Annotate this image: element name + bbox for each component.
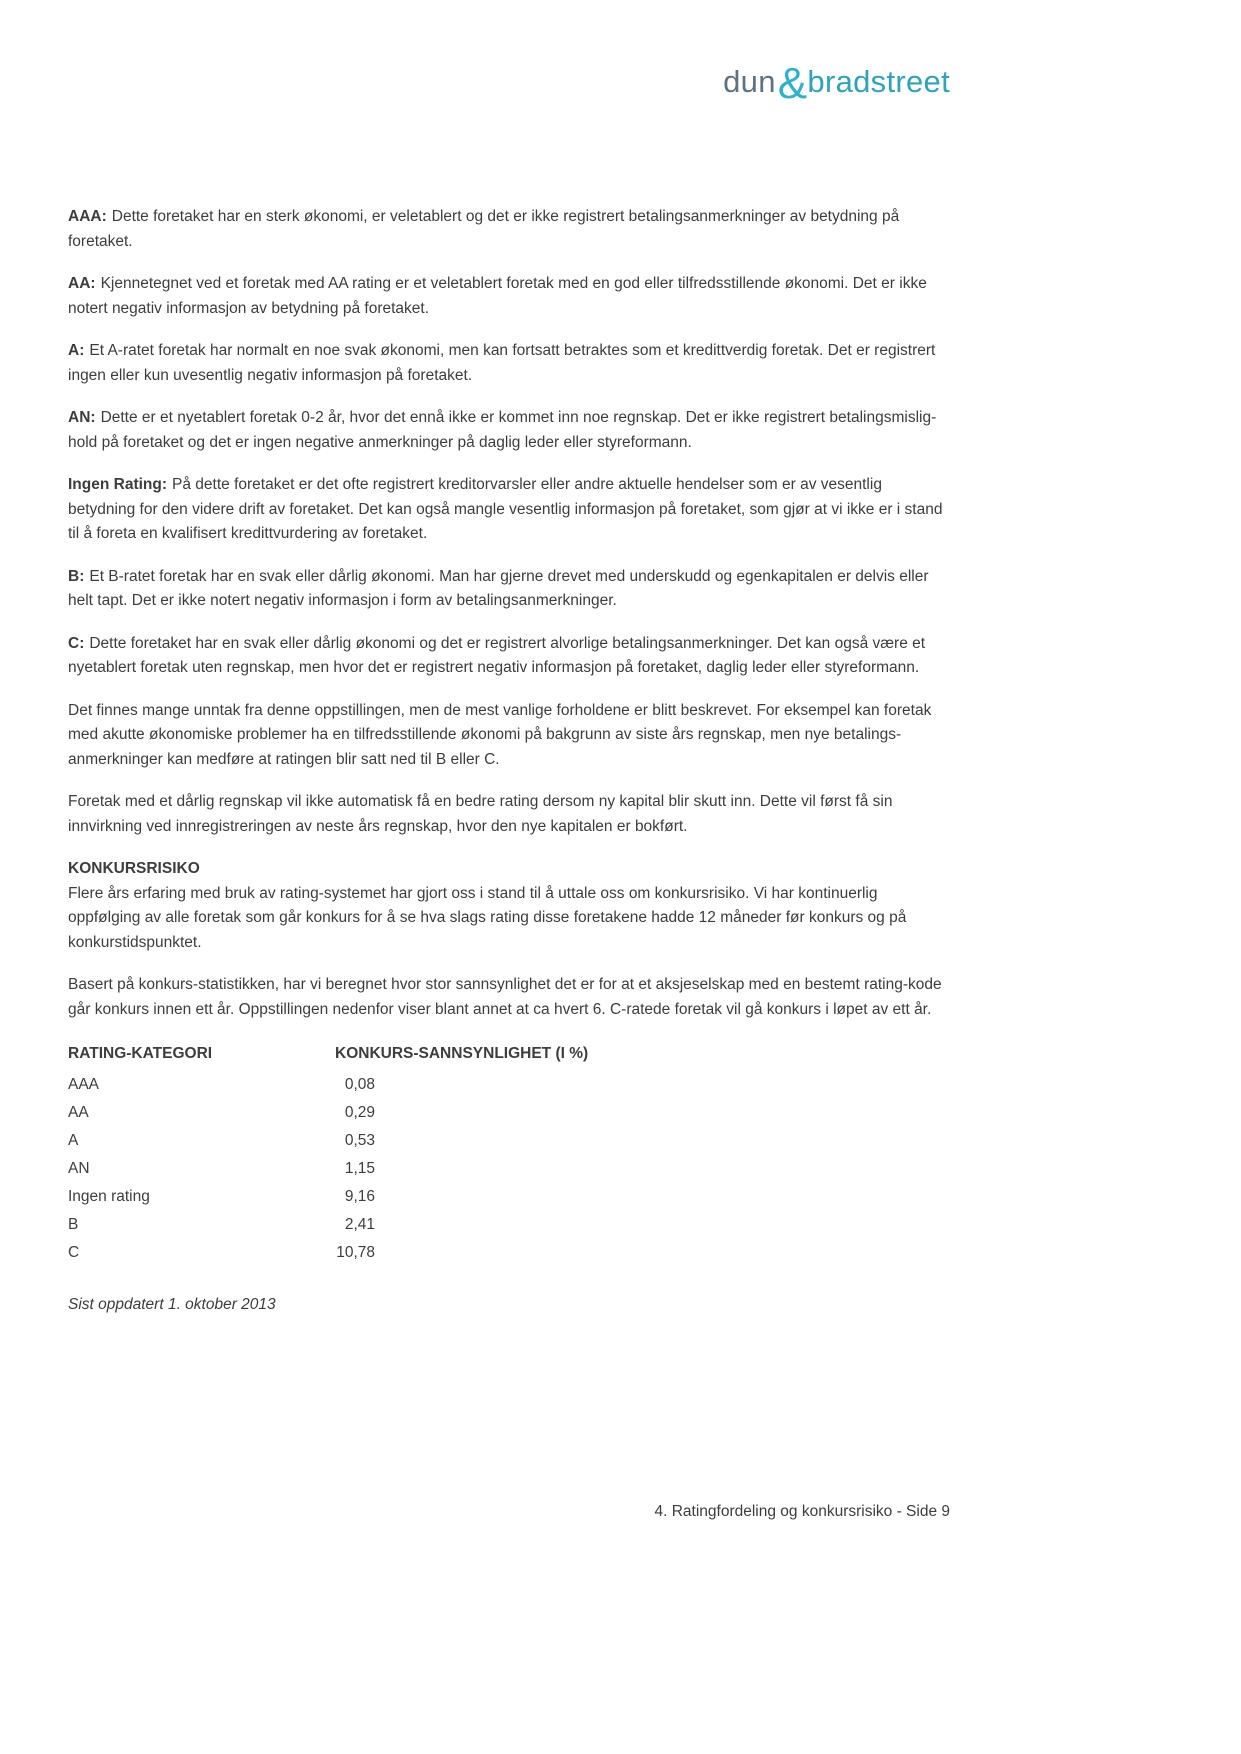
page-content [68,0,950,1318]
exceptions-text: Det finnes mange unntak fra denne oppstillingen, men de mest vanlige forholdene er blitt beskrevet. For eksempel kan foretak med akutte økonomiske problemer ha en tilfredsstillende økonomi på bakgrunn av siste års regnskap, men nye betalings- anmerkninger kan medføre at ratingen blir satt ned til B eller C. [68,701,932,768]
konkursrisiko-section [68,857,950,1022]
table-cell-value: 0,08 [344,1076,375,1093]
konkursrisiko-heading: KONKURSRISIKO [68,860,200,877]
table-cell-category: C [68,1244,80,1261]
konkursrisiko-paragraph-1 [68,882,950,956]
table-cell-category: AAA [68,1076,100,1093]
table-cell-category: Ingen rating [68,1188,150,1205]
rating-text-a: Et A-ratet foretak har normalt en noe svak økonomi, men kan fortsatt betraktes som et kredittverdig foretak. Det er registrert ingen eller kun uvesentlig negativ informasjon på foretaket. [68,342,936,384]
rating-paragraph-a [68,339,950,388]
logo-text-bradstreet: bradstreet [807,64,950,99]
konkursrisiko-text-2: Basert på konkurs-statistikken, har vi beregnet hvor stor sannsynlighet det er for at et aksjeselskap med en bestemt rating-kode går konkurs innen ett år. Oppstillingen nedenfor viser blant annet at ca hvert 6. C-ratede foretak vil gå konkurs i løpet av ett år. [68,976,942,1018]
exceptions-paragraph [68,699,950,773]
rating-label-c: C: [68,634,85,652]
table-row [68,1183,950,1211]
rating-label-b: B: [68,567,85,585]
table-cell-category: A [68,1132,79,1149]
rating-text-c: Dette foretaket har en svak eller dårlig økonomi og det er registrert alvorlige betalingsanmerkninger. Det kan også være et nyetablert foretak uten regnskap, men hvor det er registrert negativ informasjon på foretaket, daglig leder eller styreformann. [68,634,926,676]
table-row [68,1211,950,1239]
dun-bradstreet-logo: dun&bradstreet [723,59,950,108]
new-capital-text: Foretak med et dårlig regnskap vil ikke automatisk få en bedre rating dersom ny kapital blir skutt inn. Dette vil først få sin innvirkning ved innregistreringen av neste års regnskap, hvor den nye kapitalen er bokført. [68,793,893,835]
table-cell-value: 2,41 [344,1216,375,1233]
rating-text-an: Dette er et nyetablert foretak 0-2 år, hvor det ennå ikke er kommet inn noe regnskap. Det er ikke registrert betalingsmislig- hold på foretaket og det er ingen negative anmerkninger på daglig leder eller styreformann. [68,409,937,451]
rating-text-b: Et B-ratet foretak har en svak eller dårlig økonomi. Man har gjerne drevet med underskudd og egenkapitalen er delvis eller helt tapt. Det er ikke notert negativ informasjon i form av betalingsanmerkninger. [68,567,929,609]
rating-paragraph-aa [68,272,950,321]
table-cell-value: 9,16 [344,1188,375,1205]
page-footer: 4. Ratingfordeling og konkursrisiko - Side 9 [654,1503,950,1520]
table-row [68,1099,950,1127]
table-header-category: RATING-KATEGORI [68,1045,213,1062]
rating-paragraph-aaa [68,205,950,254]
table-row [68,1155,950,1183]
table-row [68,1127,950,1155]
rating-text-aaa: Dette foretaket har en sterk økonomi, er veletablert og det er ikke registrert betalingsanmerkninger av betydning på foretaket. [68,208,900,250]
konkursrisiko-text-1: Flere års erfaring med bruk av rating-systemet har gjort oss i stand til å uttale oss om konkursrisiko. Vi har kontinuerlig oppfølging av alle foretak som går konkurs for å se hva slags rating disse foretakene hadde 12 måneder før konkurs og på konkurstidspunktet. [68,884,907,951]
rating-paragraph-b [68,565,950,614]
rating-label-aaa: AAA: [68,208,107,225]
table-cell-value: 1,15 [344,1160,375,1177]
rating-text-aa: Kjennetegnet ved et foretak med AA rating er et veletablert foretak med en god eller tilfredsstillende økonomi. Det er ikke notert negativ informasjon av betydning på foretaket. [68,275,927,317]
table-row [68,1071,950,1099]
table-cell-value: 0,53 [344,1132,375,1149]
logo-text-dun: dun [723,64,776,99]
rating-probability-table [68,1040,950,1267]
table-cell-value: 10,78 [336,1244,375,1261]
table-cell-category: AN [68,1160,90,1177]
rating-label-aa: AA: [68,275,96,292]
rating-label-an: AN: [68,409,96,426]
table-cell-value: 0,29 [344,1104,375,1121]
table-cell-category: B [68,1216,79,1233]
table-header-probability: KONKURS-SANNSYNLIGHET (I %) [335,1045,589,1062]
table-header-row [68,1040,950,1068]
rating-label-ingen-rating: Ingen Rating: [68,476,168,493]
table-cell-category: AA [68,1104,89,1121]
rating-paragraph-an [68,406,950,455]
rating-text-ingen-rating: På dette foretaket er det ofte registrert kreditorvarsler eller andre aktuelle hendelser som er av vesentlig betydning for den videre drift av foretaket. Det kan også mangle vesentlig informasjon på foretaket, som gjør at vi ikke er i stand til å foreta en kvalifisert kredittvurdering av foretaket. [68,476,943,542]
new-capital-paragraph [68,790,950,839]
rating-paragraph-ingen-rating [68,473,950,547]
rating-paragraph-c [68,632,950,681]
last-updated-note: Sist oppdatert 1. oktober 2013 [68,1296,276,1313]
rating-label-a: A: [68,342,85,359]
table-row [68,1239,950,1267]
konkursrisiko-paragraph-2 [68,973,950,1022]
